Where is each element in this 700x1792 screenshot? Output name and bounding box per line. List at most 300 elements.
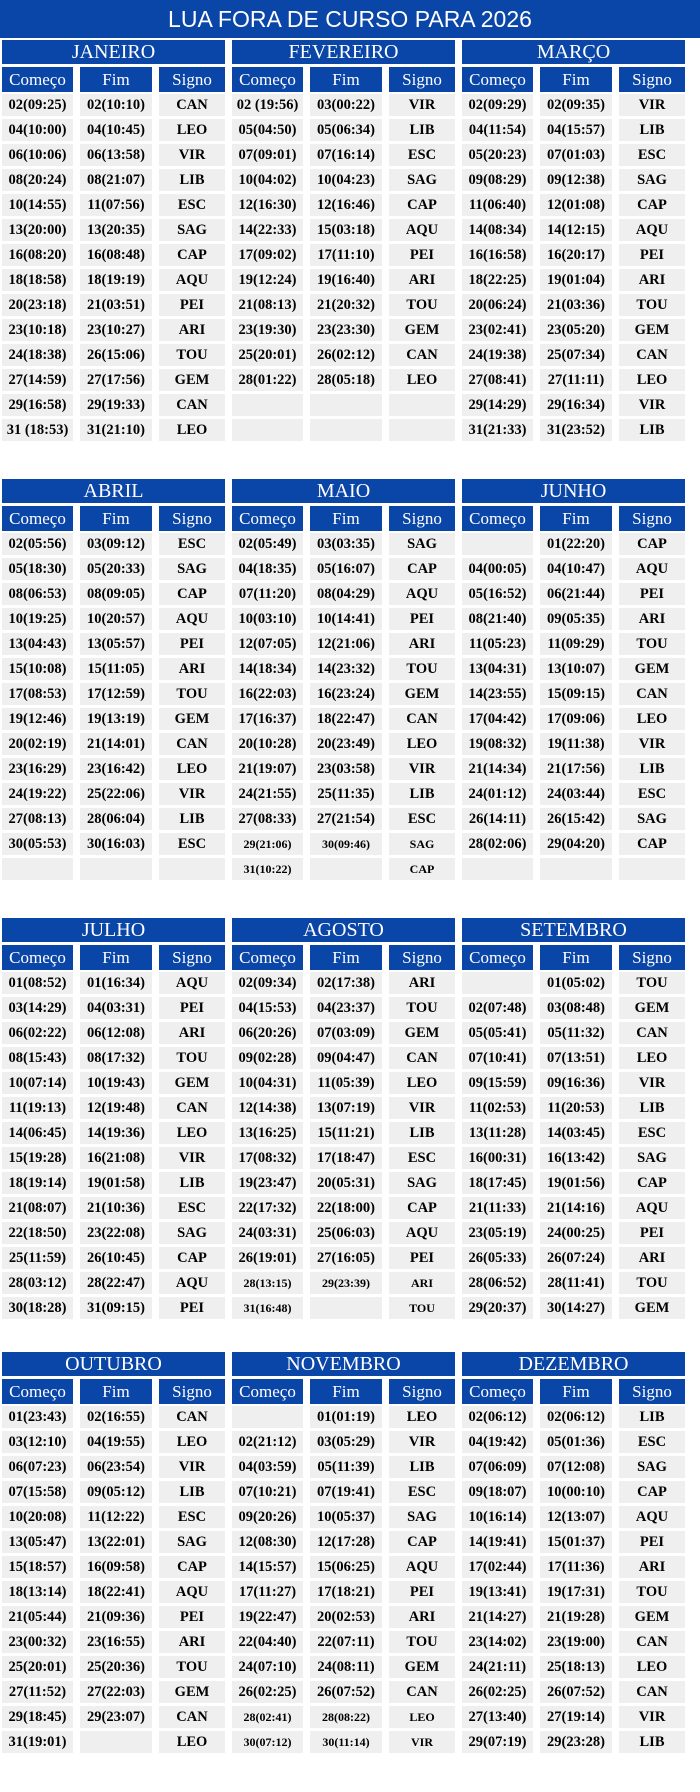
sign-cell: ESC — [619, 144, 685, 166]
table-row — [2, 583, 225, 605]
end-cell: 30(11:14) — [310, 1731, 382, 1753]
start-cell: 23(00:32) — [2, 1631, 73, 1653]
sign-cell: LEO — [389, 1706, 455, 1728]
table-row — [232, 972, 455, 994]
end-cell: 01(05:02) — [540, 972, 612, 994]
sign-cell: SAG — [619, 1456, 685, 1478]
end-cell: 29(19:33) — [80, 394, 152, 416]
sign-cell: ARI — [619, 1247, 685, 1269]
start-cell: 25(20:01) — [232, 344, 303, 366]
column-header-row — [2, 1379, 225, 1404]
start-cell: 27(08:41) — [462, 369, 533, 391]
sign-cell: ESC — [619, 1431, 685, 1453]
column-header: Fim — [80, 1379, 152, 1404]
table-row — [462, 683, 685, 705]
end-cell: 13(20:35) — [80, 219, 152, 241]
start-cell: 25(11:59) — [2, 1247, 73, 1269]
end-cell: 21(09:36) — [80, 1606, 152, 1628]
table-row — [232, 369, 455, 391]
end-cell: 12(01:08) — [540, 194, 612, 216]
table-row — [462, 533, 685, 555]
sign-cell: AQU — [159, 1272, 225, 1294]
sign-cell: PEI — [619, 1222, 685, 1244]
sign-cell: CAP — [159, 244, 225, 266]
end-cell: 02(09:35) — [540, 94, 612, 116]
table-row — [232, 1731, 455, 1753]
table-row — [462, 833, 685, 855]
start-cell: 11(06:40) — [462, 194, 533, 216]
start-cell: 17(04:42) — [462, 708, 533, 730]
table-row — [2, 1681, 225, 1703]
sign-cell: ESC — [389, 1481, 455, 1503]
sign-cell: SAG — [159, 1222, 225, 1244]
start-cell: 02(09:25) — [2, 94, 73, 116]
sign-cell: LEO — [389, 1406, 455, 1428]
table-row — [2, 1072, 225, 1094]
column-header-row — [462, 1379, 685, 1404]
end-cell: 08(17:32) — [80, 1047, 152, 1069]
table-row — [2, 858, 225, 880]
end-cell: 31(09:15) — [80, 1297, 152, 1319]
sign-cell: AQU — [389, 1556, 455, 1578]
sign-cell: TOU — [389, 997, 455, 1019]
start-cell: 26(02:25) — [462, 1681, 533, 1703]
start-cell: 05(16:52) — [462, 583, 533, 605]
start-cell: 26(02:25) — [232, 1681, 303, 1703]
end-cell: 07(13:51) — [540, 1047, 612, 1069]
table-row — [462, 169, 685, 191]
table-row — [232, 1097, 455, 1119]
sign-cell: CAN — [619, 683, 685, 705]
sign-cell: CAN — [619, 344, 685, 366]
table-row — [462, 294, 685, 316]
end-cell: 04(19:55) — [80, 1431, 152, 1453]
end-cell: 05(20:33) — [80, 558, 152, 580]
table-row — [2, 658, 225, 680]
end-cell: 21(03:51) — [80, 294, 152, 316]
table-row — [462, 1047, 685, 1069]
sign-cell: LIB — [389, 119, 455, 141]
table-row — [2, 1631, 225, 1653]
start-cell: 21(14:34) — [462, 758, 533, 780]
start-cell: 14(19:41) — [462, 1531, 533, 1553]
end-cell: 29(04:20) — [540, 833, 612, 855]
end-cell: 10(20:57) — [80, 608, 152, 630]
sign-cell — [389, 394, 455, 416]
table-row — [462, 858, 685, 880]
column-header: Signo — [159, 945, 225, 970]
table-row — [2, 344, 225, 366]
end-cell: 19(17:31) — [540, 1581, 612, 1603]
table-row — [462, 219, 685, 241]
start-cell: 20(23:18) — [2, 294, 73, 316]
start-cell: 28(06:52) — [462, 1272, 533, 1294]
start-cell: 08(15:43) — [2, 1047, 73, 1069]
end-cell: 18(22:41) — [80, 1581, 152, 1603]
end-cell — [80, 1731, 152, 1753]
end-cell — [310, 858, 382, 880]
table-row — [462, 1581, 685, 1603]
sign-cell: LEO — [619, 1047, 685, 1069]
page-title: LUA FORA DE CURSO PARA 2026 — [0, 0, 700, 38]
end-cell — [310, 419, 382, 441]
end-cell: 05(01:36) — [540, 1431, 612, 1453]
end-cell: 29(16:34) — [540, 394, 612, 416]
sign-cell: GEM — [389, 683, 455, 705]
end-cell: 06(12:08) — [80, 1022, 152, 1044]
sign-cell: LEO — [159, 758, 225, 780]
table-row — [232, 1022, 455, 1044]
start-cell: 20(02:19) — [2, 733, 73, 755]
sign-cell: VIR — [159, 1456, 225, 1478]
sign-cell: SAG — [159, 558, 225, 580]
table-row — [2, 269, 225, 291]
sign-cell: LIB — [619, 419, 685, 441]
end-cell: 03(05:29) — [310, 1431, 382, 1453]
sign-cell: VIR — [389, 94, 455, 116]
start-cell: 19(12:46) — [2, 708, 73, 730]
table-row — [462, 1172, 685, 1194]
start-cell: 29(20:37) — [462, 1297, 533, 1319]
table-row — [232, 758, 455, 780]
column-header: Fim — [540, 67, 612, 92]
end-cell: 27(21:54) — [310, 808, 382, 830]
start-cell: 13(04:31) — [462, 658, 533, 680]
start-cell: 31(19:01) — [2, 1731, 73, 1753]
table-row — [232, 419, 455, 441]
end-cell: 27(16:05) — [310, 1247, 382, 1269]
sign-cell: SAG — [389, 1506, 455, 1528]
table-row — [462, 1072, 685, 1094]
sign-cell: ESC — [619, 783, 685, 805]
sign-cell: LEO — [159, 1731, 225, 1753]
sign-cell: GEM — [159, 1072, 225, 1094]
start-cell: 02(09:29) — [462, 94, 533, 116]
sign-cell: SAG — [389, 533, 455, 555]
table-row — [2, 1297, 225, 1319]
start-cell: 10(07:14) — [2, 1072, 73, 1094]
sign-cell: PEI — [389, 244, 455, 266]
sign-cell: LIB — [159, 169, 225, 191]
start-cell: 21(11:33) — [462, 1197, 533, 1219]
end-cell: 15(11:21) — [310, 1122, 382, 1144]
end-cell: 05(16:07) — [310, 558, 382, 580]
start-cell: 07(09:01) — [232, 144, 303, 166]
column-header: Começo — [232, 506, 303, 531]
start-cell: 23(16:29) — [2, 758, 73, 780]
start-cell: 09(02:28) — [232, 1047, 303, 1069]
end-cell — [310, 1297, 382, 1319]
month-name: DEZEMBRO — [462, 1352, 685, 1376]
sign-cell: LEO — [159, 1122, 225, 1144]
start-cell: 02(06:12) — [462, 1406, 533, 1428]
start-cell: 17(16:37) — [232, 708, 303, 730]
start-cell: 09(15:59) — [462, 1072, 533, 1094]
start-cell: 31(16:48) — [232, 1297, 303, 1319]
start-cell: 04(03:59) — [232, 1456, 303, 1478]
end-cell: 10(00:10) — [540, 1481, 612, 1503]
start-cell: 07(10:21) — [232, 1481, 303, 1503]
start-cell: 02 (19:56) — [232, 94, 303, 116]
start-cell: 10(19:25) — [2, 608, 73, 630]
end-cell: 09(16:36) — [540, 1072, 612, 1094]
column-header: Fim — [80, 67, 152, 92]
column-header-row — [2, 67, 225, 92]
start-cell: 21(05:44) — [2, 1606, 73, 1628]
table-row — [2, 1147, 225, 1169]
end-cell: 19(01:56) — [540, 1172, 612, 1194]
end-cell: 24(00:25) — [540, 1222, 612, 1244]
table-row — [232, 1272, 455, 1294]
start-cell: 17(08:32) — [232, 1147, 303, 1169]
start-cell: 18(13:14) — [2, 1581, 73, 1603]
table-row — [2, 1097, 225, 1119]
end-cell: 12(17:28) — [310, 1531, 382, 1553]
table-row — [462, 997, 685, 1019]
end-cell: 23(16:42) — [80, 758, 152, 780]
sign-cell: CAP — [159, 1556, 225, 1578]
sign-cell: ESC — [619, 1122, 685, 1144]
month-block — [462, 479, 685, 883]
end-cell: 21(14:16) — [540, 1197, 612, 1219]
column-header: Começo — [2, 67, 73, 92]
end-cell: 06(21:44) — [540, 583, 612, 605]
end-cell: 12(16:46) — [310, 194, 382, 216]
start-cell: 14(18:34) — [232, 658, 303, 680]
end-cell: 25(20:36) — [80, 1656, 152, 1678]
sign-cell: CAN — [619, 1681, 685, 1703]
start-cell — [232, 419, 303, 441]
sign-cell: GEM — [159, 369, 225, 391]
sign-cell: ARI — [389, 1606, 455, 1628]
start-cell: 30(07:12) — [232, 1731, 303, 1753]
table-row — [2, 833, 225, 855]
end-cell: 05(11:32) — [540, 1022, 612, 1044]
column-header: Signo — [619, 945, 685, 970]
table-row — [232, 169, 455, 191]
end-cell: 20(05:31) — [310, 1172, 382, 1194]
sign-cell: ESC — [389, 144, 455, 166]
sign-cell: TOU — [389, 1297, 455, 1319]
sign-cell: ARI — [159, 658, 225, 680]
end-cell: 17(11:36) — [540, 1556, 612, 1578]
table-row — [2, 244, 225, 266]
table-row — [232, 1222, 455, 1244]
table-row — [2, 1706, 225, 1728]
month-name: SETEMBRO — [462, 918, 685, 942]
end-cell: 25(18:13) — [540, 1656, 612, 1678]
end-cell: 08(09:05) — [80, 583, 152, 605]
table-row — [2, 1531, 225, 1553]
table-row — [232, 119, 455, 141]
month-name: FEVEREIRO — [232, 40, 455, 64]
table-row — [462, 1531, 685, 1553]
sign-cell: LEO — [159, 419, 225, 441]
end-cell: 10(05:37) — [310, 1506, 382, 1528]
table-row — [232, 997, 455, 1019]
sign-cell: TOU — [619, 1272, 685, 1294]
table-row — [462, 119, 685, 141]
end-cell: 11(09:29) — [540, 633, 612, 655]
start-cell: 30(05:53) — [2, 833, 73, 855]
start-cell: 14(06:45) — [2, 1122, 73, 1144]
sign-cell: VIR — [389, 758, 455, 780]
start-cell: 20(06:24) — [462, 294, 533, 316]
table-row — [232, 344, 455, 366]
sign-cell: AQU — [619, 1197, 685, 1219]
table-row — [462, 319, 685, 341]
start-cell: 24(03:31) — [232, 1222, 303, 1244]
sign-cell: TOU — [159, 1656, 225, 1678]
end-cell: 13(10:07) — [540, 658, 612, 680]
table-row — [232, 833, 455, 855]
sign-cell: VIR — [619, 94, 685, 116]
start-cell: 26(14:11) — [462, 808, 533, 830]
start-cell: 15(19:28) — [2, 1147, 73, 1169]
start-cell: 12(07:05) — [232, 633, 303, 655]
table-row — [2, 144, 225, 166]
table-row — [2, 1406, 225, 1428]
sign-cell: GEM — [389, 1656, 455, 1678]
month-block — [2, 918, 225, 1322]
table-row — [232, 1406, 455, 1428]
start-cell: 21(08:13) — [232, 294, 303, 316]
column-header: Fim — [310, 945, 382, 970]
sign-cell: LIB — [159, 1172, 225, 1194]
table-row — [462, 608, 685, 630]
start-cell: 08(21:40) — [462, 608, 533, 630]
end-cell: 29(23:07) — [80, 1706, 152, 1728]
table-row — [2, 608, 225, 630]
sign-cell: PEI — [619, 1531, 685, 1553]
end-cell: 20(02:53) — [310, 1606, 382, 1628]
table-row — [462, 269, 685, 291]
start-cell: 29(14:29) — [462, 394, 533, 416]
start-cell: 06(20:26) — [232, 1022, 303, 1044]
start-cell: 07(11:20) — [232, 583, 303, 605]
end-cell: 28(11:41) — [540, 1272, 612, 1294]
sign-cell: ESC — [159, 1197, 225, 1219]
start-cell: 17(02:44) — [462, 1556, 533, 1578]
sign-cell: ARI — [159, 1022, 225, 1044]
month-name: JULHO — [2, 918, 225, 942]
month-name: OUTUBRO — [2, 1352, 225, 1376]
table-row — [232, 1581, 455, 1603]
table-row — [2, 1731, 225, 1753]
sign-cell: TOU — [619, 294, 685, 316]
table-row — [232, 1456, 455, 1478]
end-cell: 06(23:54) — [80, 1456, 152, 1478]
table-row — [2, 394, 225, 416]
start-cell: 31 (18:53) — [2, 419, 73, 441]
table-row — [462, 244, 685, 266]
table-row — [2, 708, 225, 730]
start-cell: 03(12:10) — [2, 1431, 73, 1453]
start-cell: 19(23:47) — [232, 1172, 303, 1194]
end-cell: 07(12:08) — [540, 1456, 612, 1478]
table-row — [232, 808, 455, 830]
start-cell — [2, 858, 73, 880]
sign-cell: CAP — [389, 1197, 455, 1219]
table-row — [232, 1122, 455, 1144]
end-cell: 13(05:57) — [80, 633, 152, 655]
start-cell: 13(04:43) — [2, 633, 73, 655]
end-cell: 07(16:14) — [310, 144, 382, 166]
table-row — [2, 558, 225, 580]
start-cell: 14(08:34) — [462, 219, 533, 241]
table-row — [232, 144, 455, 166]
start-cell: 02(21:12) — [232, 1431, 303, 1453]
end-cell: 10(04:23) — [310, 169, 382, 191]
sign-cell: TOU — [159, 344, 225, 366]
sign-cell: TOU — [389, 1631, 455, 1653]
end-cell: 12(21:06) — [310, 633, 382, 655]
end-cell: 21(03:36) — [540, 294, 612, 316]
month-name: ABRIL — [2, 479, 225, 503]
sign-cell: LEO — [619, 708, 685, 730]
sign-cell: ESC — [389, 808, 455, 830]
start-cell: 11(19:13) — [2, 1097, 73, 1119]
table-row — [232, 733, 455, 755]
sign-cell: SAG — [619, 169, 685, 191]
end-cell: 25(11:35) — [310, 783, 382, 805]
table-row — [232, 1072, 455, 1094]
table-row — [232, 1506, 455, 1528]
sign-cell: SAG — [389, 1172, 455, 1194]
sign-cell: VIR — [159, 144, 225, 166]
sign-cell: LEO — [389, 1072, 455, 1094]
table-row — [462, 758, 685, 780]
sign-cell: ESC — [159, 833, 225, 855]
table-row — [2, 997, 225, 1019]
sign-cell: CAN — [159, 1097, 225, 1119]
start-cell: 24(19:22) — [2, 783, 73, 805]
table-row — [2, 733, 225, 755]
start-cell — [232, 1406, 303, 1428]
end-cell: 26(07:52) — [310, 1681, 382, 1703]
table-row — [2, 1581, 225, 1603]
end-cell: 26(07:24) — [540, 1247, 612, 1269]
sign-cell: CAN — [389, 1047, 455, 1069]
sign-cell: ARI — [389, 269, 455, 291]
column-header: Começo — [462, 506, 533, 531]
table-row — [232, 1297, 455, 1319]
column-header: Começo — [232, 945, 303, 970]
start-cell: 05(20:23) — [462, 144, 533, 166]
table-row — [232, 1706, 455, 1728]
column-header: Signo — [389, 67, 455, 92]
end-cell: 04(10:47) — [540, 558, 612, 580]
sign-cell: VIR — [159, 783, 225, 805]
start-cell: 02(09:34) — [232, 972, 303, 994]
sign-cell: PEI — [159, 294, 225, 316]
start-cell: 19(08:32) — [462, 733, 533, 755]
sign-cell: SAG — [389, 833, 455, 855]
sign-cell: CAP — [389, 1531, 455, 1553]
start-cell: 09(08:29) — [462, 169, 533, 191]
column-header-row — [2, 945, 225, 970]
start-cell: 14(15:57) — [232, 1556, 303, 1578]
table-row — [462, 1656, 685, 1678]
table-row — [232, 244, 455, 266]
end-cell: 19(01:58) — [80, 1172, 152, 1194]
start-cell: 04(15:53) — [232, 997, 303, 1019]
sign-cell: LEO — [619, 1656, 685, 1678]
sign-cell: AQU — [619, 219, 685, 241]
start-cell: 13(16:25) — [232, 1122, 303, 1144]
end-cell: 23(16:55) — [80, 1631, 152, 1653]
start-cell: 16(08:20) — [2, 244, 73, 266]
